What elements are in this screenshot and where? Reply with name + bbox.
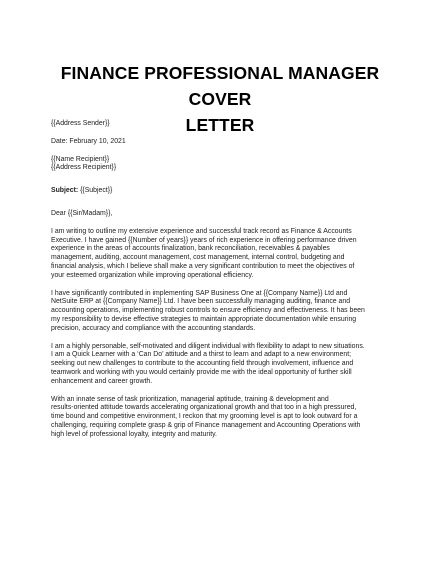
paragraph-4 <box>51 396 401 440</box>
paragraph-line: time bound and competitive environment, I reckon that my grooming level is apt to look outward for a <box>51 413 358 421</box>
paragraph-line: your esteemed organization while improving operational efficiency. <box>51 271 254 279</box>
subject-label: Subject: <box>51 187 79 195</box>
paragraph-line: I am writing to outline my extensive experience and successful track record as Finance & Accounts <box>51 227 352 235</box>
paragraph-line: experience in the areas of accounts finalization, bank reconciliation, receivables & payables <box>51 245 330 253</box>
letter-date: Date: February 10, 2021 <box>51 137 126 145</box>
paragraph-line: my responsibility to devise effective strategies to maintain appropriate documentation while ensuring <box>51 315 357 323</box>
paragraph-line: results-oriented attitude towards accelerating organizational growth and that too in a high pressured, <box>51 404 357 412</box>
name-recipient: {{Name Recipient}} <box>51 155 110 163</box>
paragraph-line: With an innate sense of task prioritization, managerial aptitude, training & development and <box>51 395 329 403</box>
subject-value: {{Subject}} <box>78 187 113 195</box>
salutation: Dear {{Sir/Madam}}, <box>51 209 113 217</box>
paragraph-line: Executive. I have gained {{Number of years}} years of rich experience in offering performance driven <box>51 236 357 244</box>
subject-line <box>51 187 401 196</box>
address-sender: {{Address Sender}} <box>51 120 110 127</box>
paragraph-line: seeking out new challenges to contribute to the accounting field through involvement, influence and <box>51 360 354 368</box>
title-line-2: LETTER <box>185 115 255 135</box>
title-line-1: FINANCE PROFESSIONAL MANAGER COVER <box>60 63 380 109</box>
paragraph-2 <box>51 290 401 334</box>
paragraph-line: management, auditing, account management, cost management, internal control, budgeting and <box>51 254 345 262</box>
paragraph-line: I have significantly contributed in implementing SAP Business One at {{Company Name}} Ltd and <box>51 289 348 297</box>
paragraph-line: I am a Quick Learner with a ‘Can Do’ attitude and a thirst to learn and adapt to a new environment; <box>51 351 352 359</box>
paragraph-line: teamwork and working with you would certainly provide me with the ideal opportunity of further skill <box>51 368 352 376</box>
paragraph-line: precision, accuracy and compliance with the accounting standards. <box>51 324 256 332</box>
paragraph-line: accounting operations, implementing robust controls to ensure efficiency and effectiveness. It has been <box>51 307 365 315</box>
paragraph-line: I am a highly personable, self-motivated and diligent individual with flexibility to adapt to new situations. <box>51 342 365 350</box>
address-recipient: {{Address Recipient}} <box>51 164 117 172</box>
paragraph-1 <box>51 228 401 281</box>
paragraph-3 <box>51 343 401 387</box>
paragraph-line: financial analysis, which I believe shall make a very significant contribution to meet the objectives of <box>51 262 355 270</box>
paragraph-line: high level of professional loyalty, integrity and maturity. <box>51 430 217 438</box>
letter-body <box>51 120 401 440</box>
paragraph-line: enhancement and career growth. <box>51 377 153 385</box>
paragraph-line: NetSuite ERP at {{Company Name}} Ltd. I have been successfully managing auditing, finance and <box>51 298 351 306</box>
paragraph-line: challenging, requiring complete grasp & grip of Finance management and Accounting Operations with <box>51 421 361 429</box>
